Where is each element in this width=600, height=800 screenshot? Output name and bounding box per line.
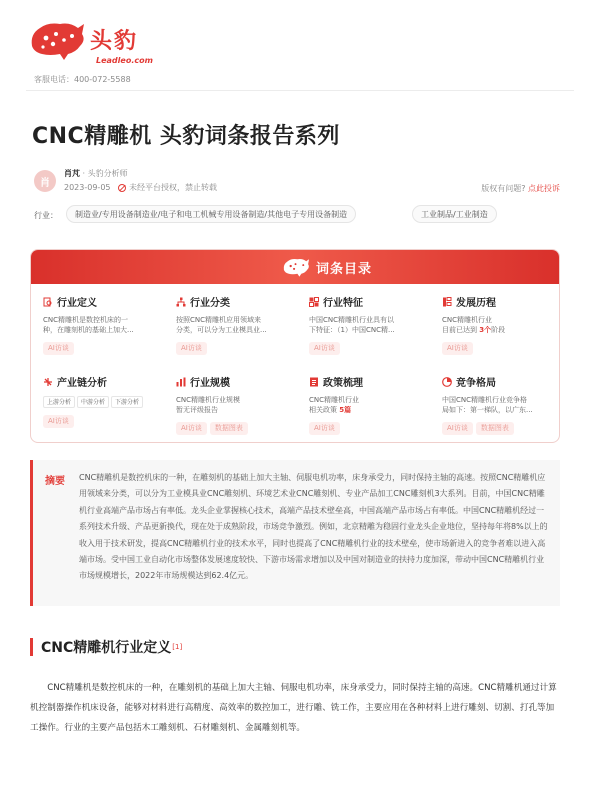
author-avatar: 肖 [34,170,56,192]
pie-icon [442,377,452,387]
ai-interview-pill[interactable]: AI访谈 [43,342,74,355]
author-role: · 头豹分析师 [82,169,128,178]
catalog-item-definition[interactable] [43,294,161,355]
ai-interview-pill[interactable]: AI访谈 [442,422,473,435]
catalog-item-scale[interactable] [176,374,294,435]
downstream-chip[interactable]: 下游分析 [111,396,143,408]
section-heading-text: CNC精雕机行业定义 [41,640,172,656]
catalog-item-title: 行业定义 [57,298,97,309]
catalog-item-features[interactable] [309,294,427,355]
upstream-chip[interactable]: 上游分析 [43,396,75,408]
section-heading [30,638,182,656]
publish-date: 2023-09-05 [64,183,111,192]
catalog-title: 词条目录 [316,262,373,277]
catalog-item-competition[interactable] [442,374,560,435]
catalog-item-desc: 目前已达到 [442,326,480,334]
reprint-notice-text: 未经平台授权，禁止转载 [129,183,217,192]
leopard-logo-icon [281,255,311,279]
catalog-item-title: 产业链分析 [57,378,107,389]
forbidden-icon [118,184,126,192]
stage-count: 3个 [479,326,492,334]
brand-url: Leadleo.com [96,56,153,65]
catalog-item-desc: CNC精雕机行业 [442,316,493,324]
leopard-logo-icon [26,16,88,64]
catalog-item-classification[interactable] [176,294,294,355]
bar-chart-icon [176,377,186,387]
author-name: 肖芃 [64,169,80,178]
data-chart-pill[interactable]: 数据图表 [476,422,514,435]
catalog-item-desc: 下特征：（1）中国CNC精... [309,326,395,334]
search-doc-icon [43,297,53,307]
reprint-notice [118,182,217,193]
catalog-item-desc: 种，在雕刻机的基础上加大... [43,326,134,334]
catalog-item-desc: CNC精雕机行业 [309,396,360,404]
catalog-item-title: 竞争格局 [456,378,496,389]
catalog-item-desc: 中国CNC精雕机行业具有以 [309,316,395,324]
abstract-text: CNC精雕机是数控机床的一种，在雕刻机的基础上加大主轴、伺服电机功率，床身承受力，同时保持主轴的高速。按照CNC精雕机应用领域来分类，可以分为工业模具业CNC雕刻机、环境艺术业CNC雕刻机、专业产品加工CNC雕刻机3大系列。目前，中国CNC精雕机行业高端产品市场占有率低。龙头企业掌握核心技术，高端产品技术壁垒高，中国高端产品市场占有率低。中国CNC精雕机经过一系列技术升级、产品更新换代，现在处于成熟阶段，市场竞争激烈。例如，北京精雕为稳固行业龙头企业地位，坚持每年将8%以上的收入用于技术研发，提高CNC精雕机行业的技术水平，同时也提高了CNC精雕机行业的技术壁垒，使市场新进入的竞争者难以进入高端市场。受中国工业自动化市场整体发展速度较快、下游市场需求增加以及中国对制造业的扶持力度加深，带动中国CNC精雕机行业市场规模增长，2022年市场规模达到62.4亿元。 [79,473,548,581]
author-line [64,168,128,179]
industry-tag[interactable]: 制造业/专用设备制造业/电子和电工机械专用设备制造/其他电子专用设备制造 [66,205,356,223]
reference-link[interactable]: [1] [172,643,183,651]
midstream-chip[interactable]: 中游分析 [77,396,109,408]
brand-logo-text: 头豹 [90,29,139,54]
page-title: CNC精雕机 头豹词条报告系列 [32,124,340,149]
ai-interview-pill[interactable]: AI访谈 [176,422,207,435]
service-phone: 客服电话：400-072-5588 [34,75,131,84]
catalog-item-chain[interactable] [43,374,161,428]
history-icon [442,297,452,307]
catalog-item-desc: 暂无评级报告 [176,406,218,414]
catalog-item-desc: 阶段 [491,326,506,334]
catalog-item-title: 政策梳理 [323,378,363,389]
complaint-link[interactable]: 点此投诉 [528,184,560,193]
ai-interview-pill[interactable]: AI访谈 [43,415,74,428]
catalog-item-policy[interactable] [309,374,427,435]
catalog-item-title: 发展历程 [456,298,496,309]
policy-icon [309,377,319,387]
copyright-report [481,183,560,194]
industry-label: 行业： [34,211,58,220]
catalog-item-desc: 相关政策 [309,406,340,414]
industry-tag[interactable]: 工业制品/工业制造 [412,205,497,223]
grid-icon [309,297,319,307]
ai-interview-pill[interactable]: AI访谈 [309,422,340,435]
catalog-item-title: 行业特征 [323,298,363,309]
header-divider [26,90,574,91]
data-chart-pill[interactable]: 数据图表 [210,422,248,435]
catalog-item-history[interactable] [442,294,560,355]
catalog-item-desc: 局如下：第一梯队，以广东... [442,406,533,414]
abstract-label: 摘要 [45,476,65,487]
catalog-item-title: 行业分类 [190,298,230,309]
catalog-item-desc: 按照CNC精雕机应用领域来 [176,316,262,324]
catalog-item-desc: 中国CNC精雕机行业竞争格 [442,396,528,404]
policy-count: 5篇 [339,406,352,414]
catalog-panel [30,249,560,443]
tree-icon [176,297,186,307]
chain-icon [43,377,53,387]
ai-interview-pill[interactable]: AI访谈 [442,342,473,355]
catalog-item-desc: 分类，可以分为工业模具业... [176,326,267,334]
catalog-item-desc: CNC精雕机是数控机床的一 [43,316,129,324]
ai-interview-pill[interactable]: AI访谈 [309,342,340,355]
section-body: CNC精雕机是数控机床的一种，在雕刻机的基础上加大主轴、伺服电机功率，床身承受力，同时保持主轴的高速。CNC精雕机通过计算机控制器操作机床设备，能够对材料进行高精度、高效率的数控加工，进行雕、铣工作，主要应用在各种材料上进行雕刻、切割、打孔等加工操作。行业的主要产品包括木工雕刻机、石材雕刻机、金属雕刻机等。 [30,683,557,733]
copyright-question: 版权有问题? [481,184,526,193]
catalog-header [31,250,559,284]
catalog-item-desc: CNC精雕机行业规模 [176,396,241,404]
ai-interview-pill[interactable]: AI访谈 [176,342,207,355]
catalog-item-title: 行业规模 [190,378,230,389]
abstract-box [30,460,560,606]
